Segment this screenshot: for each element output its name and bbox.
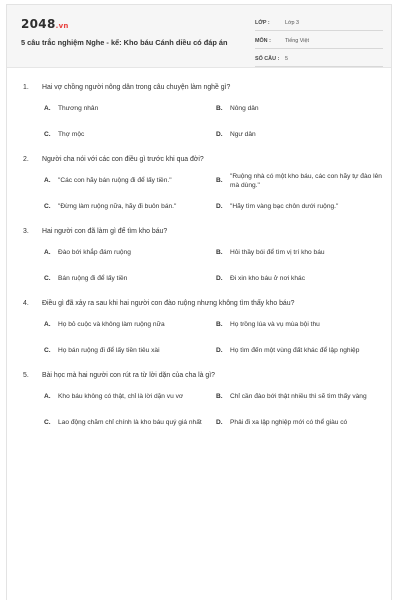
option-letter: A. xyxy=(44,393,51,401)
option-letter: A. xyxy=(44,177,51,185)
answer-options xyxy=(44,387,379,433)
question-number: 1. xyxy=(23,84,29,91)
worksheet-header xyxy=(7,5,391,68)
answer-option-c[interactable] xyxy=(44,341,216,361)
question-text: Hai người con đã làm gì để tìm kho báu? xyxy=(42,228,168,235)
answer-option-b[interactable] xyxy=(216,99,388,119)
meta-label: LỚP : xyxy=(255,19,270,26)
option-text: Thương nhân xyxy=(58,105,99,113)
option-text: Thợ mộc xyxy=(58,131,85,139)
answer-option-d[interactable] xyxy=(216,197,388,217)
option-letter: A. xyxy=(44,249,51,257)
option-text: Chỉ cần đào bới thật nhiều thì sẽ tìm thấy vàng xyxy=(230,393,367,401)
option-text: Phải đi xa lập nghiệp mới có thể giàu có xyxy=(230,419,348,427)
answer-options xyxy=(44,243,379,289)
answer-option-a[interactable] xyxy=(44,99,216,119)
option-letter: A. xyxy=(44,105,51,113)
option-letter: C. xyxy=(44,419,51,427)
option-letter: B. xyxy=(216,177,223,185)
site-logo[interactable] xyxy=(21,17,69,31)
meta-label: MÔN : xyxy=(255,37,271,44)
option-letter: B. xyxy=(216,249,223,257)
answer-option-d[interactable] xyxy=(216,341,388,361)
answer-option-c[interactable] xyxy=(44,269,216,289)
answer-option-b[interactable] xyxy=(216,243,388,263)
option-text: Họ trồng lúa và vụ mùa bội thu xyxy=(230,321,320,329)
question-text: Hai vợ chồng người nông dân trong câu chuyện làm nghề gì? xyxy=(42,84,231,91)
option-text: Họ bỏ cuộc và không làm ruộng nữa xyxy=(58,321,165,329)
option-letter: C. xyxy=(44,275,51,283)
answer-option-c[interactable] xyxy=(44,197,216,217)
option-letter: D. xyxy=(216,275,223,283)
logo-text: 2048 xyxy=(21,17,56,31)
option-letter: D. xyxy=(216,203,223,211)
meta-value: 5 xyxy=(285,55,288,62)
answer-option-c[interactable] xyxy=(44,413,216,433)
answer-option-d[interactable] xyxy=(216,125,388,145)
meta-value: Lớp 3 xyxy=(285,19,300,26)
option-letter: C. xyxy=(44,203,51,211)
answer-option-d[interactable] xyxy=(216,269,388,289)
question-2 xyxy=(23,155,382,217)
question-4 xyxy=(23,299,379,361)
question-3 xyxy=(23,227,379,289)
option-letter: B. xyxy=(216,105,223,113)
question-text: Bài học mà hai người con rút ra từ lời dặn của cha là gì? xyxy=(42,372,216,379)
option-letter: A. xyxy=(44,321,51,329)
option-text: Lao động chăm chỉ chính là kho báu quý giá nhất xyxy=(58,419,202,427)
question-number: 4. xyxy=(23,300,29,307)
answer-options xyxy=(44,315,379,361)
answer-option-b[interactable] xyxy=(216,387,388,407)
meta-row-count xyxy=(255,51,383,67)
option-letter: D. xyxy=(216,419,223,427)
question-number: 3. xyxy=(23,228,29,235)
option-text: Họ bán ruộng đi để lấy tiền tiêu xài xyxy=(58,347,160,355)
option-text: "Các con hãy bán ruộng đi để lấy tiền." xyxy=(58,177,172,185)
option-text: Đào bới khắp đám ruộng xyxy=(58,249,131,257)
answer-option-c[interactable] xyxy=(44,125,216,145)
meta-value: Tiếng Việt xyxy=(285,37,309,44)
question-number: 5. xyxy=(23,372,29,379)
option-text: Bán ruộng đi để lấy tiền xyxy=(58,275,128,283)
option-text: Đi xin kho báu ở nơi khác xyxy=(230,275,305,283)
meta-info xyxy=(255,15,383,69)
option-text: "Hãy tìm vàng bạc chôn dưới ruộng." xyxy=(230,203,339,211)
question-text: Người cha nói với các con điều gì trước khi qua đời? xyxy=(42,156,204,163)
question-1 xyxy=(23,83,379,145)
answer-option-a[interactable] xyxy=(44,171,216,191)
option-letter: D. xyxy=(216,131,223,139)
meta-label: SỐ CÂU : xyxy=(255,55,280,62)
answer-option-d[interactable] xyxy=(216,413,388,433)
option-letter: B. xyxy=(216,393,223,401)
meta-row-subject xyxy=(255,33,383,49)
answer-option-a[interactable] xyxy=(44,387,216,407)
logo-suffix: .vn xyxy=(55,22,69,30)
answer-option-a[interactable] xyxy=(44,315,216,335)
answer-option-a[interactable] xyxy=(44,243,216,263)
option-text: Họ tìm đến một vùng đất khác để lập nghiệp xyxy=(230,347,360,355)
option-text: Kho báu không có thật, chỉ là lời dặn vu vơ xyxy=(58,393,184,401)
answer-options xyxy=(44,99,379,145)
meta-row-grade xyxy=(255,15,383,31)
option-text: "Ruộng nhà có một kho báu, các con hãy tự đào lên mà dùng." xyxy=(230,172,382,189)
option-text: Hỏi thầy bói để tìm vị trí kho báu xyxy=(230,249,325,257)
answer-option-b[interactable] xyxy=(216,315,388,335)
option-text: Ngư dân xyxy=(230,131,256,139)
question-5 xyxy=(23,371,379,433)
option-letter: D. xyxy=(216,347,223,355)
question-text: Điều gì đã xảy ra sau khi hai người con đào ruộng nhưng không tìm thấy kho báu? xyxy=(42,300,295,307)
question-number: 2. xyxy=(23,156,29,163)
answer-options xyxy=(44,171,382,217)
page-title: 5 câu trắc nghiệm Nghe - kể: Kho báu Cánh diều có đáp án xyxy=(21,38,228,47)
worksheet-page xyxy=(6,4,392,600)
question-list xyxy=(23,83,382,443)
option-text: "Đừng làm ruộng nữa, hãy đi buôn bán." xyxy=(58,203,177,211)
answer-option-b[interactable] xyxy=(216,171,388,191)
option-letter: B. xyxy=(216,321,223,329)
option-text: Nông dân xyxy=(230,105,259,113)
option-letter: C. xyxy=(44,131,51,139)
option-letter: C. xyxy=(44,347,51,355)
